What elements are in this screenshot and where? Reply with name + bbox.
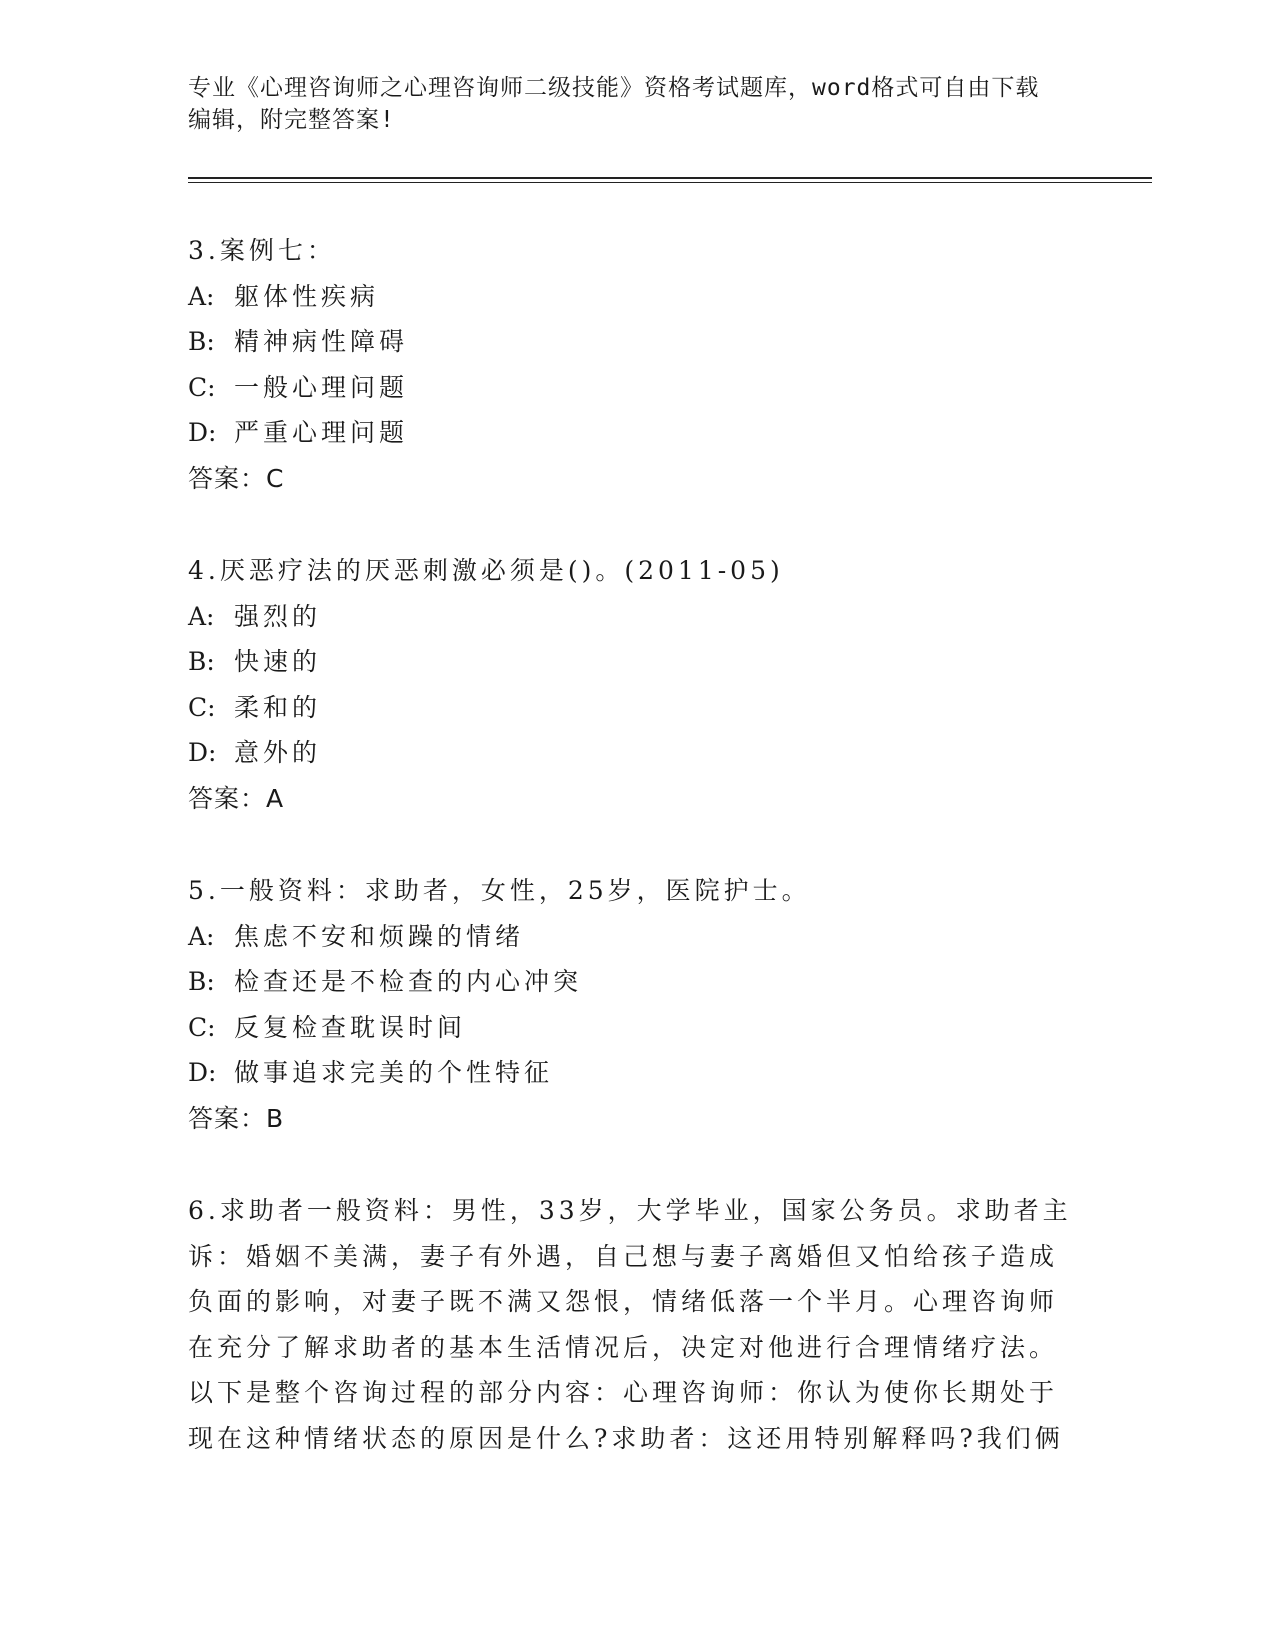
header-divider-thin — [188, 182, 1152, 183]
option-letter: C: — [188, 1012, 216, 1042]
document-header — [188, 72, 1088, 136]
header-divider-thick — [188, 177, 1152, 179]
option-letter: D: — [188, 418, 217, 447]
option-text: 严重心理问题 — [234, 418, 409, 447]
question-3 — [188, 228, 1088, 501]
question-list — [188, 228, 1088, 1461]
answer-line: 答案：B — [188, 1103, 285, 1133]
question-6-line: 负面的影响，对妻子既不满又怨恨，情绪低落一个半月。心理咨询师 — [188, 1287, 1059, 1316]
option-letter: B: — [188, 967, 215, 996]
option-b — [188, 639, 1088, 685]
option-c — [188, 685, 1088, 731]
option-d — [188, 730, 1088, 776]
option-letter: B: — [188, 327, 215, 356]
option-b — [188, 319, 1088, 365]
option-text: 做事追求完美的个性特征 — [234, 1058, 554, 1087]
option-letter: C: — [188, 372, 216, 402]
option-a — [188, 274, 1088, 320]
question-4 — [188, 548, 1088, 821]
option-text: 精神病性障碍 — [234, 327, 409, 356]
option-letter: C: — [188, 692, 216, 722]
question-6-line: 诉：婚姻不美满，妻子有外遇，自己想与妻子离婚但又怕给孩子造成 — [188, 1241, 1059, 1271]
question-5 — [188, 868, 1088, 1141]
question-6-line: 在充分了解求助者的基本生活情况后，决定对他进行合理情绪疗法。 — [188, 1332, 1059, 1362]
option-b — [188, 959, 1088, 1005]
option-c — [188, 365, 1088, 411]
question-stem: 5.一般资料：求助者，女性，25岁，医院护士。 — [188, 876, 811, 905]
option-letter: D: — [188, 738, 217, 767]
option-a — [188, 914, 1088, 960]
question-6-line: 现在这种情绪状态的原因是什么?求助者：这还用特别解释吗?我们俩 — [188, 1423, 1064, 1453]
option-d — [188, 1050, 1088, 1096]
header-line-2: 编辑，附完整答案! — [188, 107, 395, 133]
option-text: 焦虑不安和烦躁的情绪 — [234, 921, 525, 951]
option-text: 躯体性疾病 — [234, 281, 380, 311]
option-text: 反复检查耽误时间 — [234, 1012, 467, 1042]
option-letter: A: — [188, 601, 215, 631]
option-text: 柔和的 — [234, 692, 322, 722]
option-text: 强烈的 — [234, 601, 322, 631]
option-d — [188, 410, 1088, 456]
question-stem: 3.案例七： — [188, 236, 336, 265]
option-letter: B: — [188, 647, 215, 676]
option-letter: A: — [188, 921, 215, 951]
option-a — [188, 594, 1088, 640]
question-6 — [188, 1188, 1072, 1461]
option-text: 快速的 — [234, 647, 322, 676]
option-letter: D: — [188, 1058, 217, 1087]
question-6-line: 6.求助者一般资料：男性，33岁，大学毕业，国家公务员。求助者主 — [188, 1196, 1072, 1225]
answer-line: 答案：A — [188, 783, 285, 813]
option-text: 检查还是不检查的内心冲突 — [234, 967, 583, 996]
option-letter: A: — [188, 281, 215, 311]
option-text: 一般心理问题 — [234, 372, 409, 402]
answer-line: 答案：C — [188, 463, 285, 493]
header-line-1: 专业《心理咨询师之心理咨询师二级技能》资格考试题库，word格式可自由下载 — [188, 75, 1040, 101]
question-6-line: 以下是整个咨询过程的部分内容：心理咨询师：你认为使你长期处于 — [188, 1378, 1059, 1407]
question-stem: 4.厌恶疗法的厌恶刺激必须是()。(2011-05) — [188, 556, 784, 585]
option-c — [188, 1005, 1088, 1051]
option-text: 意外的 — [234, 738, 322, 767]
